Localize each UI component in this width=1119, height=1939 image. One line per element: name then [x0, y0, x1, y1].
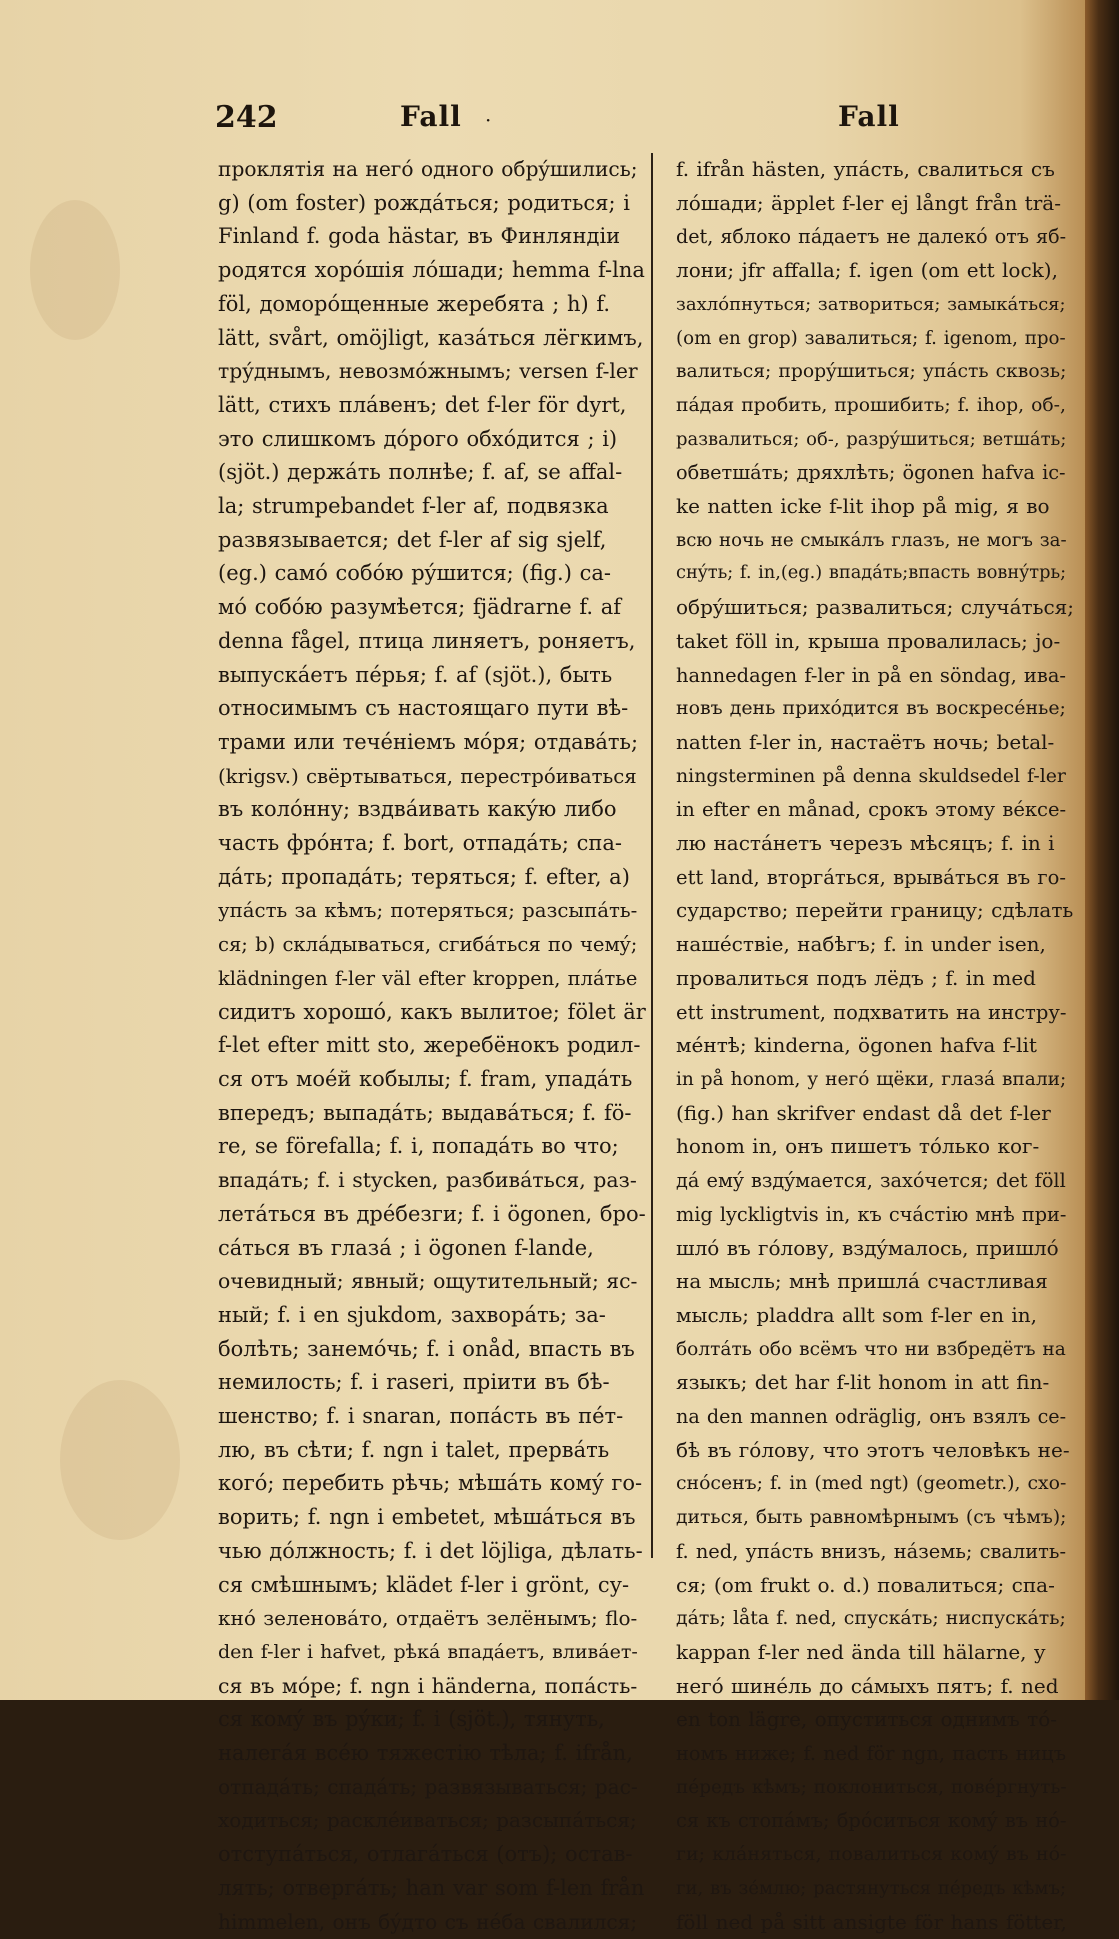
text-line: мéнтѣ; kinderna, ögonen hafva f-lit: [676, 1033, 1037, 1058]
text-line: in efter en månad, срокъ этому вéксе-: [676, 798, 1067, 822]
text-line: дáть; пропадáть; теряться; f. efter, a): [218, 864, 630, 889]
column-divider: [651, 153, 653, 1558]
text-line: немилость; f. i raseri, пріити въ бѣ-: [218, 1370, 610, 1395]
text-line: въ колóнну; вздвáивать какýю либо: [218, 797, 617, 822]
text-line: f-let efter mitt sto, жеребёнокъ родил-: [218, 1033, 641, 1058]
text-line: na den mannen odräglig, онъ взялъ се-: [676, 1405, 1067, 1429]
text-line: ся отъ моéй кобылы; f. fram, упадáть: [218, 1066, 633, 1091]
text-line: (eg.) самó собóю рýшится; (fig.) са-: [218, 561, 611, 586]
text-line: (om en grop) завалиться; f. igenom, про-: [676, 327, 1066, 349]
text-line: это слишкомъ дóрого обхóдится ; i): [218, 426, 618, 451]
text-line: обрýшиться; развалиться; случáться;: [676, 595, 1074, 620]
right-column: [676, 153, 1074, 1939]
text-line: номъ ниже; f. ned för ngn, пасть ницъ: [676, 1742, 1066, 1766]
text-line: in på honom, у негó щёки, глазá впали;: [676, 1068, 1067, 1090]
text-line: лю настáнетъ черезъ мѣсяцъ; f. in i: [676, 831, 1055, 856]
text-line: föl, доморóщенные жеребята ; h) f.: [218, 291, 611, 316]
text-line: провалиться подъ лёдъ ; f. in med: [676, 965, 1036, 990]
text-line: ningsterminen på denna skuldsedel f-ler: [676, 764, 1066, 787]
text-line: klädningen f-ler väl efter kroppen, плáтье: [218, 966, 638, 990]
text-line: валиться; прорýшиться; упáсть сквозь;: [676, 361, 1067, 383]
right-guide-word: Fall: [838, 100, 900, 133]
text-line: языкъ; det har f-lit honom in att fin-: [676, 1370, 1050, 1395]
text-line: (sjöt.) держáть полнѣе; f. af, se affal-: [218, 460, 623, 485]
text-line: сударство; перейти границу; сдѣлать: [676, 898, 1074, 923]
text-line: трами или течéніемъ мóря; отдавáть;: [218, 729, 639, 754]
text-line: пáдая пробить, прошибить; f. ihop, об-,: [676, 394, 1066, 416]
text-line: болтáть обо всёмъ что ни взбредётъ на: [676, 1338, 1066, 1360]
text-line: впередъ; выпадáть; выдавáться; f. fö-: [218, 1100, 632, 1125]
text-line: снóсенъ; f. in (med ngt) (geometr.), схо-: [676, 1473, 1067, 1495]
text-line: негó шинéль до сáмыхъ пятъ; f. ned: [676, 1673, 1059, 1698]
text-line: g) (om foster) рождáться; родиться; i: [218, 190, 630, 215]
text-line: la; strumpebandet f-ler af, подвязка: [218, 494, 609, 519]
text-line: упáсть за кѣмъ; потеряться; разсыпáть-: [218, 899, 638, 923]
text-line: впадáть; f. i stycken, разбивáться, раз-: [218, 1168, 637, 1193]
text-line: ги; клáняться, повалиться комý въ нó-: [676, 1843, 1067, 1866]
text-line: лю, въ сѣти; f. ngn i talet, прервáть: [218, 1437, 610, 1462]
paper-stain: [30, 200, 120, 340]
text-line: родятся хорóшія лóшади; hemma f-lna: [218, 258, 645, 283]
text-line: пéредъ кѣмъ; поклониться, повéргнуть-: [676, 1776, 1067, 1798]
text-line: мó собóю разумѣется; fjädrarne f. af: [218, 595, 622, 620]
text-line: сидитъ хорошó, какъ вылитое; fölet är: [218, 999, 646, 1024]
text-line: hannedagen f-ler in på en söndag, ива-: [676, 663, 1066, 687]
text-line: выпускáетъ пéрья; f. af (sjöt.), быть: [218, 662, 613, 687]
page-number: 242: [215, 100, 278, 135]
text-line: den f-ler i hafvet, рѣкá впадáетъ, вливáет-: [218, 1640, 638, 1663]
text-line: denna fågel, птица линяетъ, роняетъ,: [218, 628, 636, 653]
text-line: ся комý въ рýки; f. i (sjöt.), тянуть,: [218, 1707, 605, 1732]
text-line: шлó въ гóлову, вздýмалось, пришлó: [676, 1235, 1059, 1260]
text-line: (fig.) han skrifver endast då det f-ler: [676, 1100, 1051, 1125]
text-line: лони; jfr affalla; f. igen (om ett lock),: [676, 258, 1058, 283]
text-line: нашéствіе, набѣгъ; f. in under isen,: [676, 932, 1046, 957]
paper-stain: [60, 1380, 180, 1540]
text-line: трýднымъ, невозмóжнымъ; versen f-ler: [218, 359, 638, 384]
text-line: относимымъ съ настоящаго пути вѣ-: [218, 696, 629, 721]
book-binding-edge: [1085, 0, 1119, 1700]
text-line: (krigsv.) свёртываться, перестрóиваться: [218, 764, 637, 788]
header-separator: ·: [485, 108, 492, 132]
text-line: отпадáть; спадáть; развязываться; рас-: [218, 1774, 638, 1799]
text-line: болѣть; занемóчь; f. i onåd, впасть въ: [218, 1336, 635, 1361]
text-line: ходиться; расклéиваться; разсыпáться;: [218, 1808, 637, 1833]
text-line: обветшáть; дряхлѣть; ögonen hafva ic-: [676, 461, 1066, 485]
text-line: часть фрóнта; f. bort, отпадáть; спа-: [218, 831, 622, 856]
text-line: диться, быть равномѣрнымъ (съ чѣмъ);: [676, 1507, 1067, 1529]
text-line: natten f-ler in, настаётъ ночь; betal-: [676, 729, 1055, 754]
text-line: f. ned, упáсть внизъ, нáземь; свалить-: [676, 1539, 1067, 1563]
text-line: taket föll in, крыша провалилась; jo-: [676, 628, 1061, 653]
text-line: новъ день прихóдится въ воскресéнье;: [676, 697, 1066, 720]
text-line: ный; f. i en sjukdom, захворáть; за-: [218, 1302, 606, 1327]
text-line: когó; перебить рѣчь; мѣшáть комý го-: [218, 1471, 643, 1496]
text-line: ett land, вторгáться, врывáться въ го-: [676, 865, 1067, 889]
text-line: f. ifrån hästen, упáсть, свалиться съ: [676, 157, 1055, 181]
text-line: лóшади; äpplet f-ler ej långt från trä-: [676, 190, 1061, 215]
text-line: ся; b) склáдываться, сгибáться по чемý;: [218, 933, 638, 957]
text-line: honom in, онъ пишетъ тóлько ког-: [676, 1134, 1040, 1159]
text-line: mig lyckligtvis in, къ счáстію мнѣ при-: [676, 1202, 1067, 1226]
text-line: ke natten icke f-lit ihop på mig, я во: [676, 494, 1050, 519]
text-line: мысль; pladdra allt som f-ler en in,: [676, 1302, 1037, 1327]
text-line: ги, въ зéмлю; растянуться пéредъ кѣмъ;: [676, 1877, 1067, 1899]
text-line: бѣ въ гóлову, что этотъ человѣкъ не-: [676, 1437, 1070, 1462]
text-line: дá емý вздýмается, захóчется; det föll: [676, 1169, 1066, 1193]
text-line: проклятія на негó одного обрýшились;: [218, 157, 638, 181]
text-line: на мысль; мнѣ пришлá счастливая: [676, 1269, 1048, 1294]
left-guide-word: Fall: [400, 100, 462, 133]
text-line: всю ночь не смыкáлъ глазъ, не могъ за-: [676, 529, 1067, 551]
text-line: ся въ мóре; f. ngn i händerna, попáсть-: [218, 1673, 638, 1698]
text-line: кнó зеленовáто, отдаётъ зелёнымъ; flo-: [218, 1606, 638, 1631]
text-line: kappan f-ler ned ända till hälarne, у: [676, 1639, 1046, 1664]
text-line: чью дóлжность; f. i det löjliga, дѣлать-: [218, 1538, 643, 1563]
left-column: [218, 153, 646, 1939]
text-line: летáться въ дрéбезги; f. i ögonen, бро-: [218, 1201, 646, 1226]
text-line: ся; (om frukt o. d.) повалиться; спа-: [676, 1572, 1055, 1597]
text-line: ся смѣшнымъ; klädet f-ler i grönt, су-: [218, 1572, 630, 1597]
text-line: лять; отвергáть; han var som f-len från: [218, 1875, 645, 1900]
text-line: сáться въ глазá ; i ögonen f-lande,: [218, 1235, 594, 1260]
text-line: en ton lägre, опуститься однимъ тó-: [676, 1707, 1058, 1732]
text-line: föll ned på sitt ansigte för hans fötter,: [676, 1909, 1067, 1934]
text-line: налегáя всéю тяжестію тѣла; f. ifrån,: [218, 1741, 633, 1766]
text-line: захлóпнуться; затвориться; замыкáться;: [676, 293, 1066, 315]
text-line: очевидный; явный; ощутительный; яс-: [218, 1269, 638, 1294]
text-line: Finland f. goda hästar, въ Финляндіи: [218, 224, 621, 249]
text-line: himmelen, онъ бýдто съ нéба свалился;: [218, 1909, 638, 1934]
text-line: re, se förefalla; f. i, попадáть во что;: [218, 1134, 619, 1159]
text-line: det, яблоко пáдаетъ не далекó отъ яб-: [676, 225, 1067, 249]
text-line: снýть; f. in,(eg.) впадáть;впасть вовнýтрь;: [676, 563, 1067, 584]
text-line: шенство; f. i snaran, попáсть въ пéт-: [218, 1404, 624, 1429]
text-line: развалиться; об-, разрýшиться; ветшáть;: [676, 428, 1067, 450]
text-line: отступáться, отлагáться (отъ); остав-: [218, 1842, 633, 1867]
text-line: развязывается; det f-ler af sig sjelf,: [218, 527, 607, 552]
text-line: ворить; f. ngn i embetet, мѣшáться въ: [218, 1505, 636, 1530]
text-line: ся къ стопáмъ; брóситься комý въ нó-: [676, 1809, 1067, 1833]
text-line: lätt, стихъ плáвенъ; det f-ler för dyrt,: [218, 392, 627, 417]
text-line: lätt, svårt, omöjligt, казáться лёгкимъ,: [218, 325, 644, 350]
text-line: дáть; låta f. ned, спускáть; ниспускáть;: [676, 1607, 1066, 1630]
text-line: ett instrument, подхватить на инстру-: [676, 1000, 1067, 1024]
